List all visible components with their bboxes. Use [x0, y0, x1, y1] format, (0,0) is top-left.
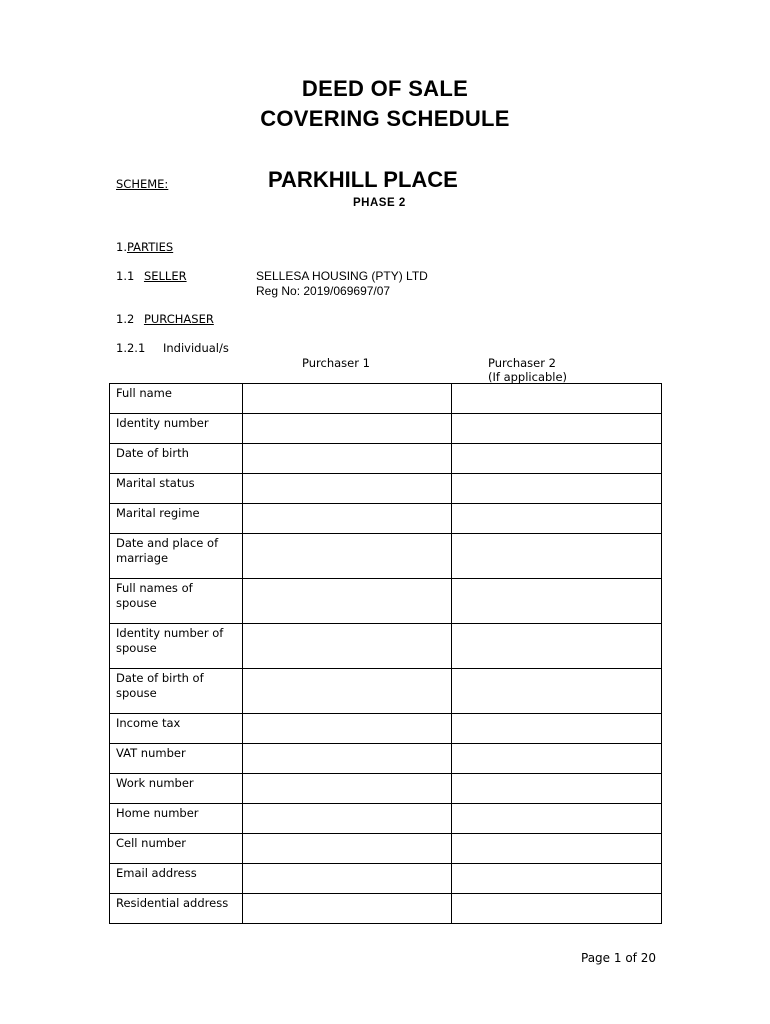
- row-label: Home number: [110, 804, 243, 834]
- purchaser-1-field[interactable]: [243, 504, 452, 534]
- individuals-label: Individual/s: [163, 341, 229, 355]
- row-label: Full name: [110, 384, 243, 414]
- purchaser-2-field[interactable]: [452, 714, 662, 744]
- parties-heading-number: 1.: [116, 240, 127, 254]
- purchaser-2-field[interactable]: [452, 669, 662, 714]
- purchaser-number: 1.2: [116, 312, 135, 326]
- row-label: Cell number: [110, 834, 243, 864]
- purchaser-2-field[interactable]: [452, 474, 662, 504]
- table-row: [110, 579, 662, 624]
- doc-title-line1: DEED OF SALE: [301, 76, 469, 101]
- purchaser-2-field[interactable]: [452, 579, 662, 624]
- purchaser-1-field[interactable]: [243, 864, 452, 894]
- table-row: [110, 894, 662, 924]
- table-row: [110, 864, 662, 894]
- seller-number: 1.1: [116, 269, 135, 283]
- purchaser-1-field[interactable]: [243, 384, 452, 414]
- purchaser-1-field[interactable]: [243, 804, 452, 834]
- row-label: Marital status: [110, 474, 243, 504]
- table-row: [110, 504, 662, 534]
- page-number: Page 1 of 20: [581, 951, 656, 965]
- purchaser-2-field[interactable]: [452, 384, 662, 414]
- table-row: [110, 744, 662, 774]
- purchaser-2-field[interactable]: [452, 414, 662, 444]
- row-label: Income tax: [110, 714, 243, 744]
- purchaser-1-field[interactable]: [243, 834, 452, 864]
- scheme-label: SCHEME:: [116, 177, 169, 191]
- individuals-number: 1.2.1: [116, 341, 146, 355]
- table-row: [110, 714, 662, 744]
- seller-reg-number: Reg No: 2019/069697/07: [256, 284, 391, 298]
- purchaser-2-field[interactable]: [452, 624, 662, 669]
- purchaser-1-field[interactable]: [243, 414, 452, 444]
- column-header-purchaser-1: Purchaser 1: [302, 356, 370, 370]
- purchaser-1-field[interactable]: [243, 624, 452, 669]
- purchaser-2-field[interactable]: [452, 864, 662, 894]
- purchaser-2-field[interactable]: [452, 534, 662, 579]
- row-label: Identity number of spouse: [110, 624, 243, 669]
- row-label: Date of birth: [110, 444, 243, 474]
- row-label: Full names of spouse: [110, 579, 243, 624]
- purchaser-2-field[interactable]: [452, 834, 662, 864]
- purchaser-1-field[interactable]: [243, 579, 452, 624]
- purchaser-1-field[interactable]: [243, 534, 452, 579]
- table-row: [110, 474, 662, 504]
- purchaser-1-field[interactable]: [243, 894, 452, 924]
- purchaser-heading: [116, 312, 214, 326]
- scheme-name: PARKHILL PLACE: [268, 167, 458, 192]
- row-label: Email address: [110, 864, 243, 894]
- purchaser-2-field[interactable]: [452, 504, 662, 534]
- parties-heading: [116, 240, 173, 254]
- seller-label: SELLER: [143, 269, 187, 283]
- purchaser-2-field[interactable]: [452, 744, 662, 774]
- table-row: [110, 444, 662, 474]
- table-row: [110, 534, 662, 579]
- seller-heading: [116, 269, 199, 283]
- seller-name: SELLESA HOUSING (PTY) LTD: [256, 269, 428, 283]
- table-row: [110, 624, 662, 669]
- purchaser-1-field[interactable]: [243, 774, 452, 804]
- doc-title-line2: COVERING SCHEDULE: [260, 106, 510, 131]
- purchaser-1-field[interactable]: [243, 714, 452, 744]
- purchaser-label: PURCHASER: [143, 312, 214, 326]
- purchaser-2-field[interactable]: [452, 804, 662, 834]
- table-row: [110, 414, 662, 444]
- scheme-phase: PHASE 2: [353, 197, 406, 209]
- row-label: Work number: [110, 774, 243, 804]
- table-row: [110, 774, 662, 804]
- row-label: Marital regime: [110, 504, 243, 534]
- row-label: VAT number: [110, 744, 243, 774]
- parties-heading-text: PARTIES: [126, 240, 174, 254]
- purchaser-1-field[interactable]: [243, 669, 452, 714]
- column-header-purchaser-2: Purchaser 2: [488, 356, 556, 370]
- row-label: Date and place of marriage: [110, 534, 243, 579]
- purchaser-2-field[interactable]: [452, 444, 662, 474]
- row-label: Identity number: [110, 414, 243, 444]
- purchaser-2-field[interactable]: [452, 774, 662, 804]
- table-row: [110, 804, 662, 834]
- column-header-purchaser-2-note: (If applicable): [488, 370, 568, 384]
- purchaser-1-field[interactable]: [243, 474, 452, 504]
- table-row: [110, 384, 662, 414]
- purchaser-1-field[interactable]: [243, 744, 452, 774]
- purchaser-details-table: [109, 383, 662, 924]
- row-label: Residential address: [110, 894, 243, 924]
- purchaser-2-field[interactable]: [452, 894, 662, 924]
- row-label: Date of birth of spouse: [110, 669, 243, 714]
- table-row: [110, 834, 662, 864]
- purchaser-1-field[interactable]: [243, 444, 452, 474]
- table-row: [110, 669, 662, 714]
